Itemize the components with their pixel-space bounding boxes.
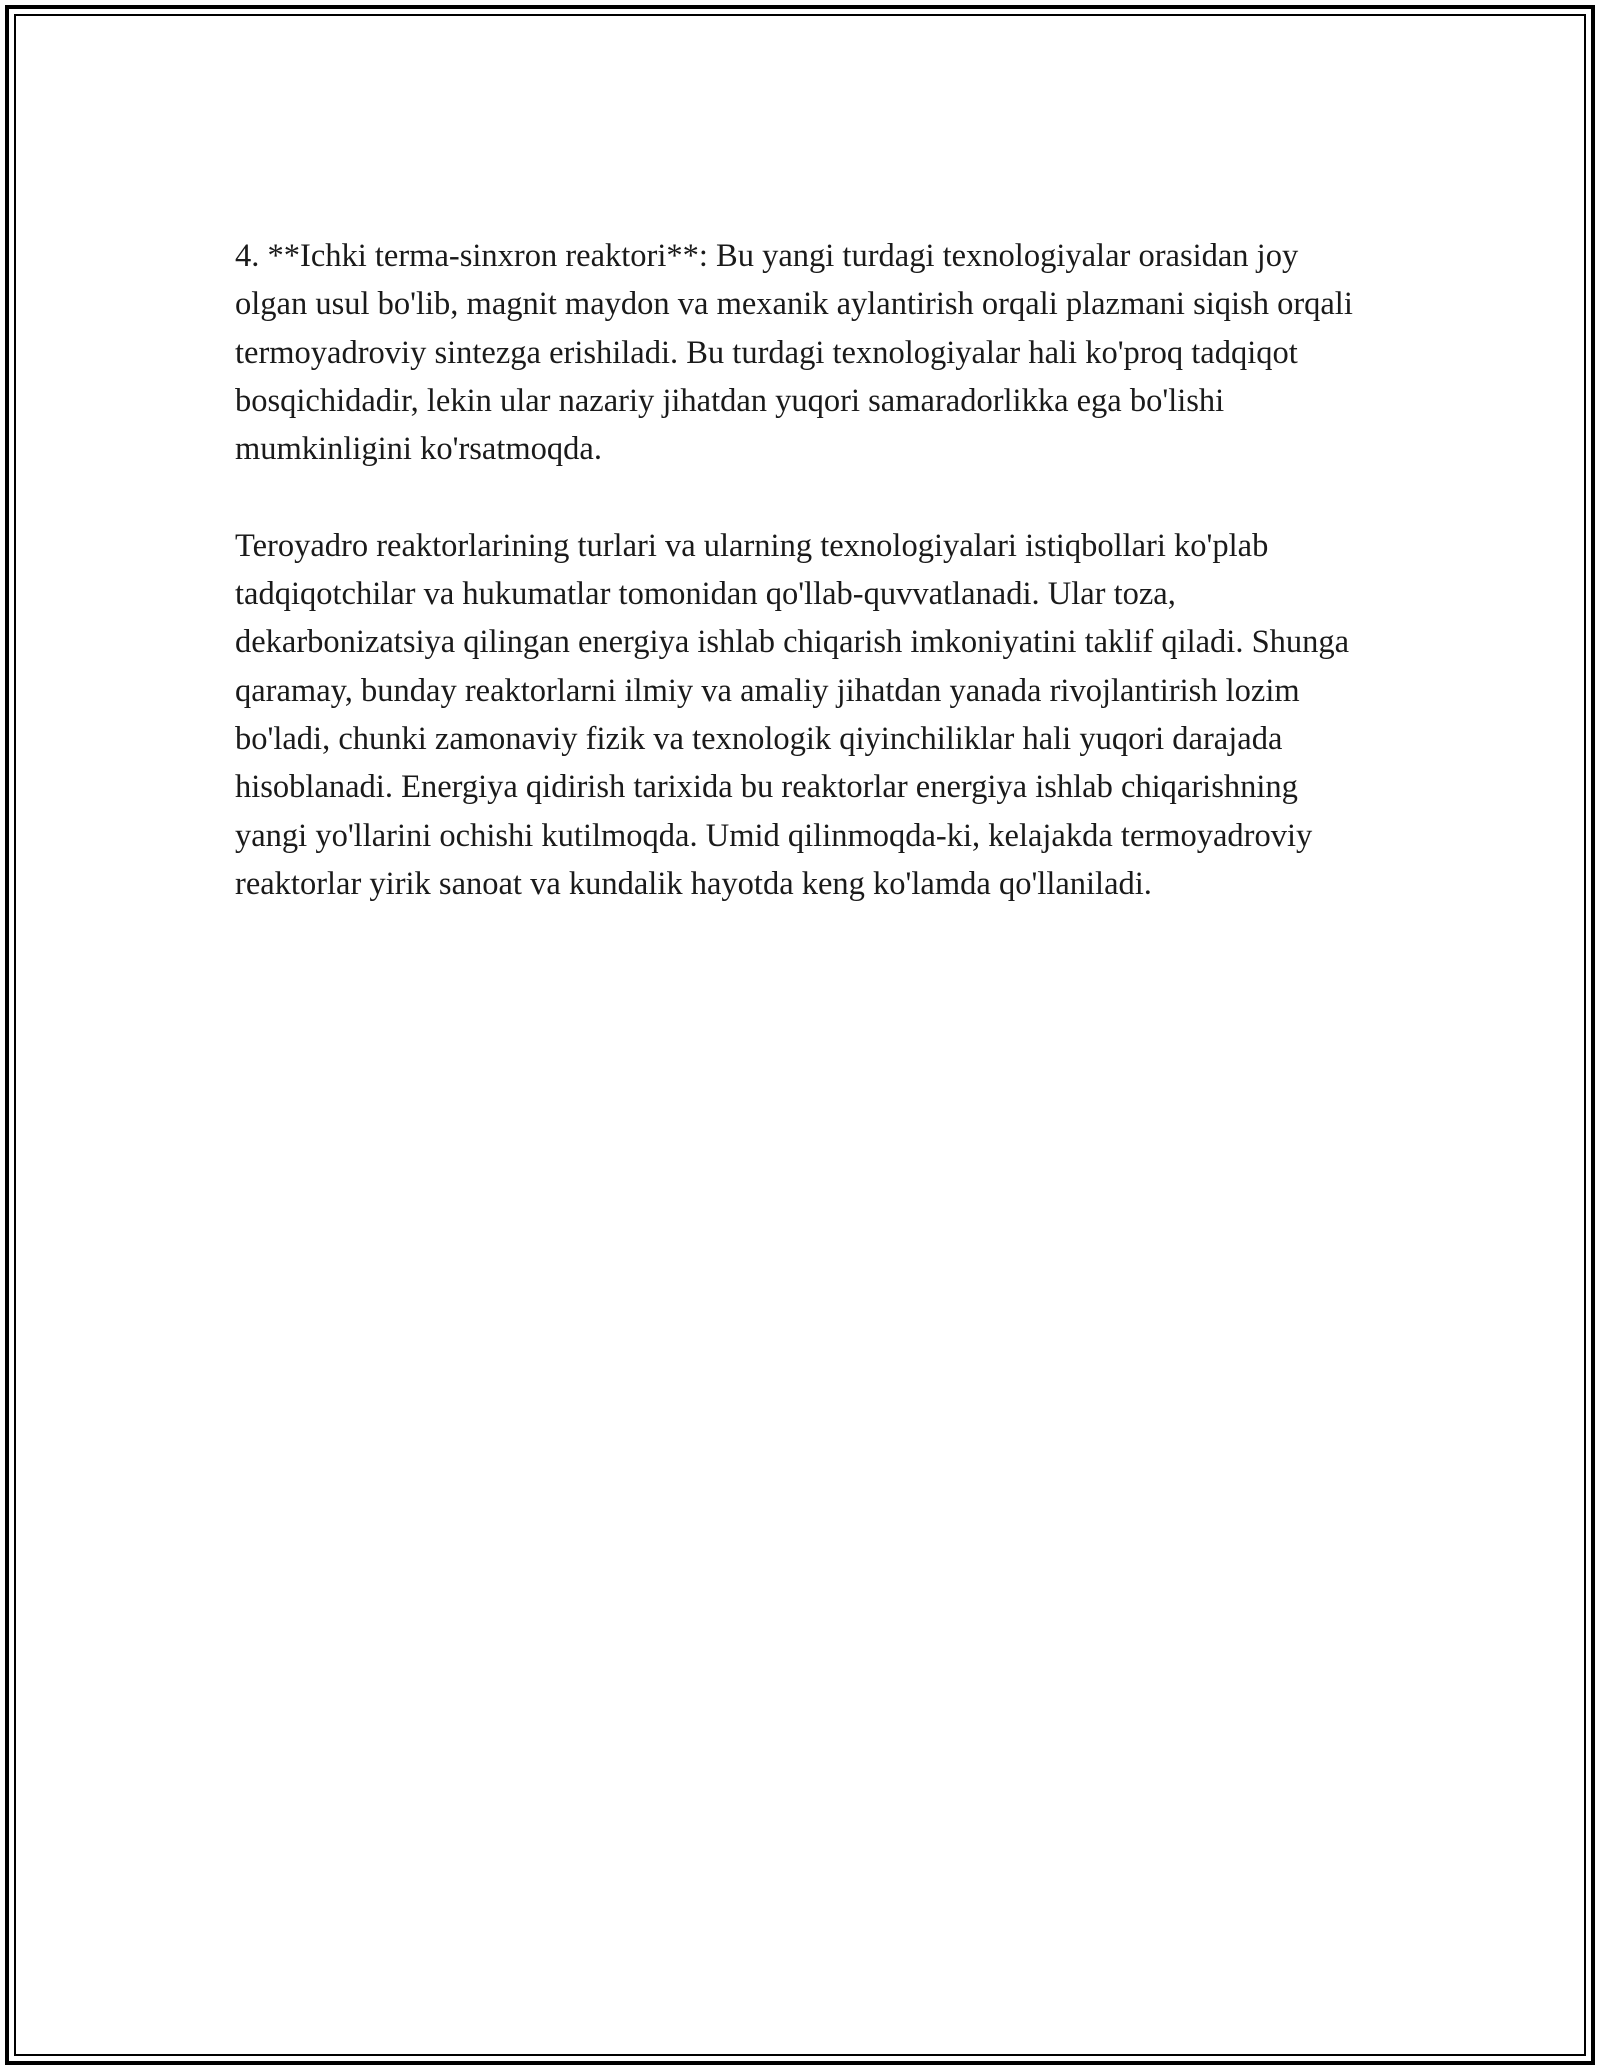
document-body (235, 232, 1365, 956)
paragraph-teroyadro-reaktorlari: Teroyadro reaktorlarining turlari va ularning texnologiyalari istiqbollari ko'plab tadqiqotchilar va hukumatlar tomonidan qo'llab-quvvatlanadi. Ular toza, dekarbonizatsiya qilingan energiya ishlab chiqarish imkoniyatini taklif qiladi. Shunga qaramay, bunday reaktorlarni ilmiy va amaliy jihatdan yanada rivojlantirish lozim bo'ladi, chunki zamonaviy fizik va texnologik qiyinchiliklar hali yuqori darajada hisoblanadi. Energiya qidirish tarixida bu reaktorlar energiya ishlab chiqarishning yangi yo'llarini ochishi kutilmoqda. Umid qilinmoqda-ki, kelajakda termoyadroviy reaktorlar yirik sanoat va kundalik hayotda keng ko'lamda qo'llaniladi. (235, 527, 1350, 902)
paragraph-ichki-terma-sinxron: 4. **Ichki terma-sinxron reaktori**: Bu yangi turdagi texnologiyalar orasidan joy olgan usul bo'lib, magnit maydon va mexanik aylantirish orqali plazmani siqish orqali termoyadroviy sintezga erishiladi. Bu turdagi texnologiyalar hali ko'proq tadqiqot bosqichidadir, lekin ular nazariy jihatdan yuqori samaradorlikka ega bo'lishi mumkinligini ko'rsatmoqda. (235, 238, 1353, 468)
